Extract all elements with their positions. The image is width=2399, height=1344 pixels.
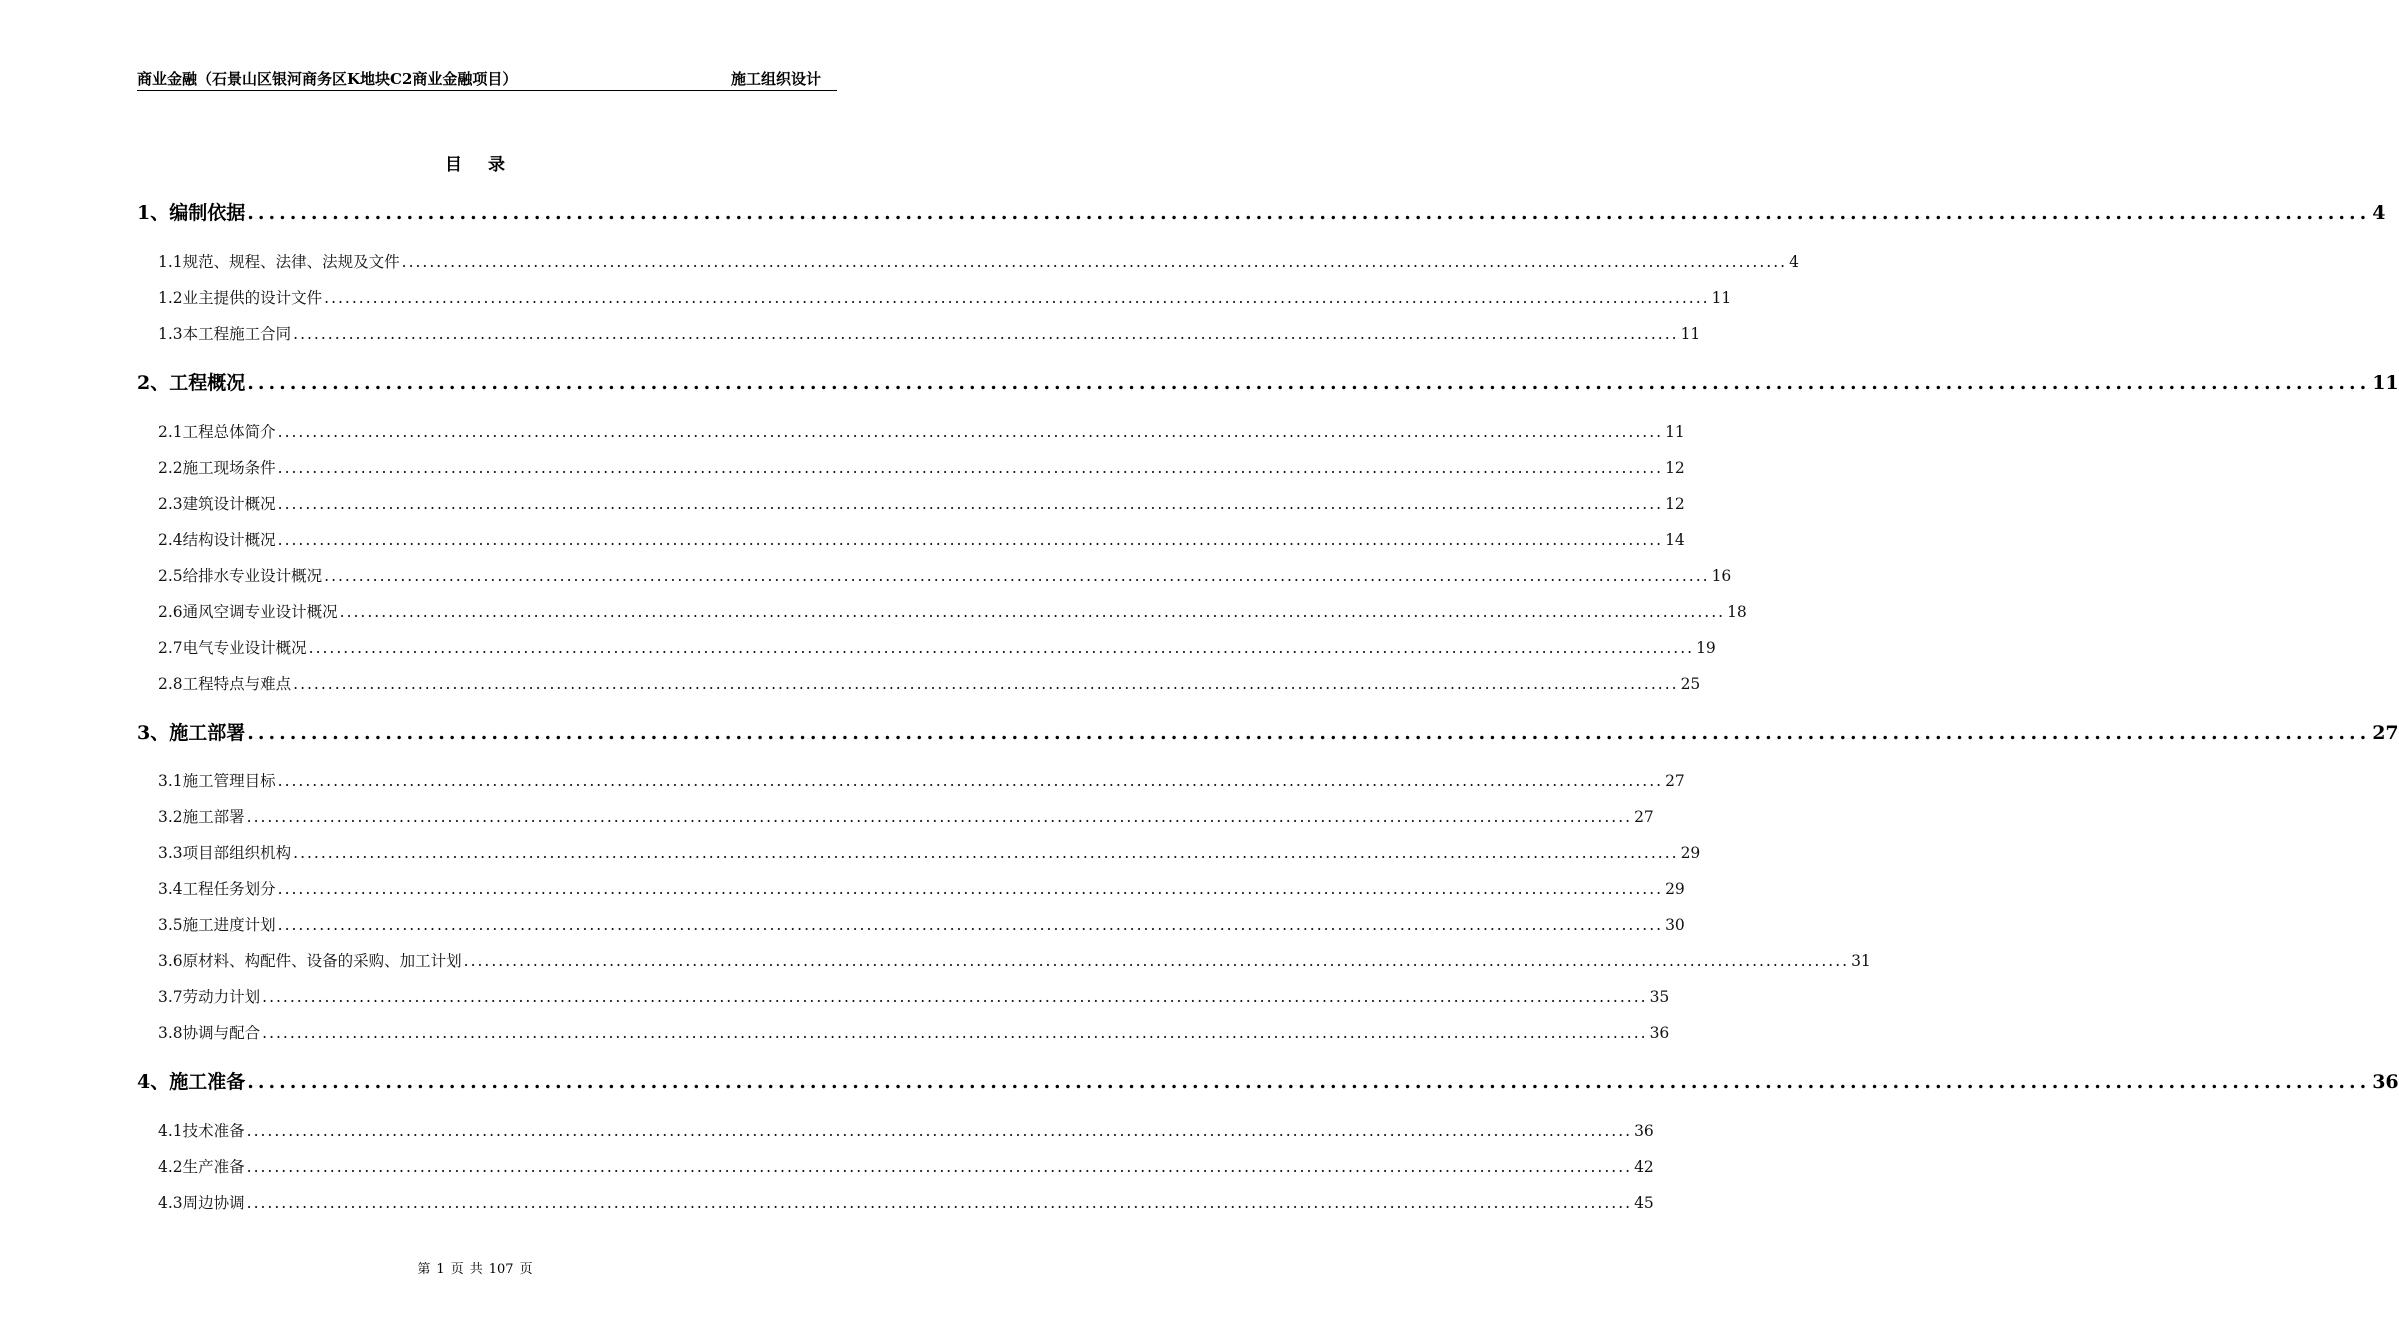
footer-page-number: 1 [436, 1262, 445, 1277]
toc-section-entry[interactable] [158, 769, 1685, 793]
toc-dot-leader: ........................................................................................................................................................................................................ [339, 603, 1726, 621]
toc-entry-page-number: 30 [1665, 916, 1685, 934]
toc-entry-page-number: 14 [1665, 531, 1685, 549]
toc-chapter-entry[interactable] [137, 1067, 2399, 1097]
toc-section-entry[interactable] [158, 985, 1670, 1009]
toc-entry-page-number: 29 [1680, 844, 1701, 862]
toc-dot-leader: ........................................................................................................................................................................................................ [277, 531, 1664, 549]
toc-entry-page-number: 27 [2372, 722, 2399, 744]
toc-dot-leader: ........................................................................................................................................................................................................ [293, 675, 1679, 693]
toc-section-entry[interactable] [158, 841, 1701, 865]
toc-entry-page-number: 11 [1665, 423, 1685, 441]
header-project-title: 商业金融（石景山区银河商务区K地块C2商业金融项目） [137, 70, 518, 88]
toc-section-entry[interactable] [158, 1021, 1670, 1045]
toc-dot-leader: ........................................................................................................................................................................................................ [277, 495, 1664, 513]
toc-dot-leader: ........................................................................................................................................................................................................ [293, 325, 1679, 343]
toc-entry-page-number: 29 [1665, 880, 1685, 898]
running-header [137, 68, 837, 91]
toc-dot-leader: ........................................................................................................................................................................................................ [277, 423, 1664, 441]
toc-entry-label: 4.2生产准备 [158, 1158, 245, 1176]
toc-entry-label: 4、施工准备 [137, 1071, 246, 1093]
page-footer [0, 1258, 950, 1277]
toc-entry-label: 3.2施工部署 [158, 808, 245, 826]
toc-dot-leader: ........................................................................................................................................................................................................ [463, 952, 1850, 970]
toc-entry-label: 3.3项目部组织机构 [158, 844, 292, 862]
toc-entry-label: 3.7劳动力计划 [158, 988, 261, 1006]
toc-dot-leader: ........................................................................................................................................................................................................ [401, 253, 1788, 271]
footer-total-word: 共 [469, 1262, 483, 1277]
toc-chapter-entry[interactable] [137, 718, 2399, 748]
toc-section-entry[interactable] [158, 456, 1685, 480]
toc-entry-label: 1、编制依据 [137, 202, 246, 224]
toc-entry-page-number: 11 [2372, 372, 2399, 394]
footer-prefix: 第 [417, 1262, 431, 1277]
toc-entry-label: 4.1技术准备 [158, 1122, 245, 1140]
toc-entry-label: 3.1施工管理目标 [158, 772, 276, 790]
toc-entry-label: 3.4工程任务划分 [158, 880, 276, 898]
toc-section-entry[interactable] [158, 250, 1799, 274]
toc-entry-label: 2.4结构设计概况 [158, 531, 276, 549]
toc-section-entry[interactable] [158, 322, 1701, 346]
toc-entry-page-number: 31 [1851, 952, 1871, 970]
toc-chapter-entry[interactable] [137, 368, 2399, 398]
toc-section-entry[interactable] [158, 805, 1654, 829]
toc-entry-label: 1.1规范、规程、法律、法规及文件 [158, 253, 400, 271]
toc-entry-page-number: 36 [2372, 1071, 2399, 1093]
toc-section-entry[interactable] [158, 492, 1685, 516]
toc-entry-label: 2.3建筑设计概况 [158, 495, 276, 513]
toc-section-entry[interactable] [158, 420, 1685, 444]
toc-entry-page-number: 42 [1634, 1158, 1654, 1176]
toc-section-entry[interactable] [158, 286, 1732, 310]
toc-dot-leader: ........................................................................................................................................................................................................ [308, 639, 1695, 657]
toc-entry-page-number: 35 [1649, 988, 1670, 1006]
toc-entry-label: 3、施工部署 [137, 722, 246, 744]
toc-dot-leader: ........................................................................................................................................................................................................ [246, 1194, 1633, 1212]
toc-dot-leader: ........................................................................................................................................................................................................ [277, 880, 1664, 898]
toc-entry-page-number: 16 [1711, 567, 1732, 585]
toc-entry-page-number: 36 [1634, 1122, 1654, 1140]
toc-dot-leader: ........................................................................................................................................................................................................ [277, 772, 1664, 790]
toc-entry-label: 3.8协调与配合 [158, 1024, 261, 1042]
toc-section-entry[interactable] [158, 672, 1701, 696]
toc-entry-page-number: 4 [1789, 253, 1799, 271]
toc-entry-label: 1.3本工程施工合同 [158, 325, 292, 343]
toc-dot-leader: ........................................................................................................................................................................................................ [247, 202, 2371, 224]
toc-section-entry[interactable] [158, 600, 1747, 624]
toc-section-entry[interactable] [158, 877, 1685, 901]
toc-entry-label: 2.2施工现场条件 [158, 459, 276, 477]
toc-entry-label: 2.6通风空调专业设计概况 [158, 603, 338, 621]
toc-section-entry[interactable] [158, 528, 1685, 552]
toc-dot-leader: ........................................................................................................................................................................................................ [324, 567, 1710, 585]
toc-dot-leader: ........................................................................................................................................................................................................ [246, 1158, 1633, 1176]
toc-entry-page-number: 27 [1665, 772, 1685, 790]
toc-entry-page-number: 36 [1649, 1024, 1670, 1042]
toc-dot-leader: ........................................................................................................................................................................................................ [324, 289, 1710, 307]
toc-section-entry[interactable] [158, 1155, 1654, 1179]
toc-dot-leader: ........................................................................................................................................................................................................ [246, 1122, 1633, 1140]
toc-title: 目录 [445, 155, 531, 175]
toc-dot-leader: ........................................................................................................................................................................................................ [277, 916, 1664, 934]
toc-entry-page-number: 12 [1665, 495, 1685, 513]
toc-dot-leader: ........................................................................................................................................................................................................ [246, 808, 1633, 826]
toc-section-entry[interactable] [158, 949, 1871, 973]
toc-entry-page-number: 11 [1711, 289, 1732, 307]
toc-entry-page-number: 25 [1680, 675, 1701, 693]
toc-entry-label: 2.5给排水专业设计概况 [158, 567, 323, 585]
toc-dot-leader: ........................................................................................................................................................................................................ [262, 1024, 1648, 1042]
footer-total-pages: 107 [488, 1262, 514, 1277]
toc-entry-page-number: 18 [1727, 603, 1747, 621]
toc-section-entry[interactable] [158, 1119, 1654, 1143]
toc-chapter-entry[interactable] [137, 198, 2386, 228]
toc-entry-page-number: 45 [1634, 1194, 1654, 1212]
toc-section-entry[interactable] [158, 1191, 1654, 1215]
toc-dot-leader: ........................................................................................................................................................................................................ [247, 372, 2371, 394]
toc-dot-leader: ........................................................................................................................................................................................................ [277, 459, 1664, 477]
toc-entry-label: 3.6原材料、构配件、设备的采购、加工计划 [158, 952, 462, 970]
header-document-type: 施工组织设计 [730, 70, 821, 88]
toc-entry-page-number: 4 [2372, 202, 2386, 224]
toc-dot-leader: ........................................................................................................................................................................................................ [262, 988, 1648, 1006]
toc-entry-page-number: 19 [1696, 639, 1716, 657]
toc-section-entry[interactable] [158, 636, 1716, 660]
footer-suffix: 页 [519, 1262, 533, 1277]
toc-entry-label: 4.3周边协调 [158, 1194, 245, 1212]
toc-entry-label: 2.8工程特点与难点 [158, 675, 292, 693]
footer-page-word: 页 [450, 1262, 464, 1277]
toc-entry-label: 1.2业主提供的设计文件 [158, 289, 323, 307]
toc-entry-page-number: 27 [1634, 808, 1654, 826]
toc-entry-page-number: 11 [1680, 325, 1701, 343]
toc-entry-label: 2.7电气专业设计概况 [158, 639, 307, 657]
toc-section-entry[interactable] [158, 564, 1732, 588]
toc-entry-label: 2、工程概况 [137, 372, 246, 394]
toc-entry-label: 3.5施工进度计划 [158, 916, 276, 934]
toc-dot-leader: ........................................................................................................................................................................................................ [293, 844, 1679, 862]
toc-entry-page-number: 12 [1665, 459, 1685, 477]
toc-dot-leader: ........................................................................................................................................................................................................ [247, 722, 2371, 744]
toc-dot-leader: ........................................................................................................................................................................................................ [247, 1071, 2371, 1093]
toc-entry-label: 2.1工程总体简介 [158, 423, 276, 441]
toc-section-entry[interactable] [158, 913, 1685, 937]
